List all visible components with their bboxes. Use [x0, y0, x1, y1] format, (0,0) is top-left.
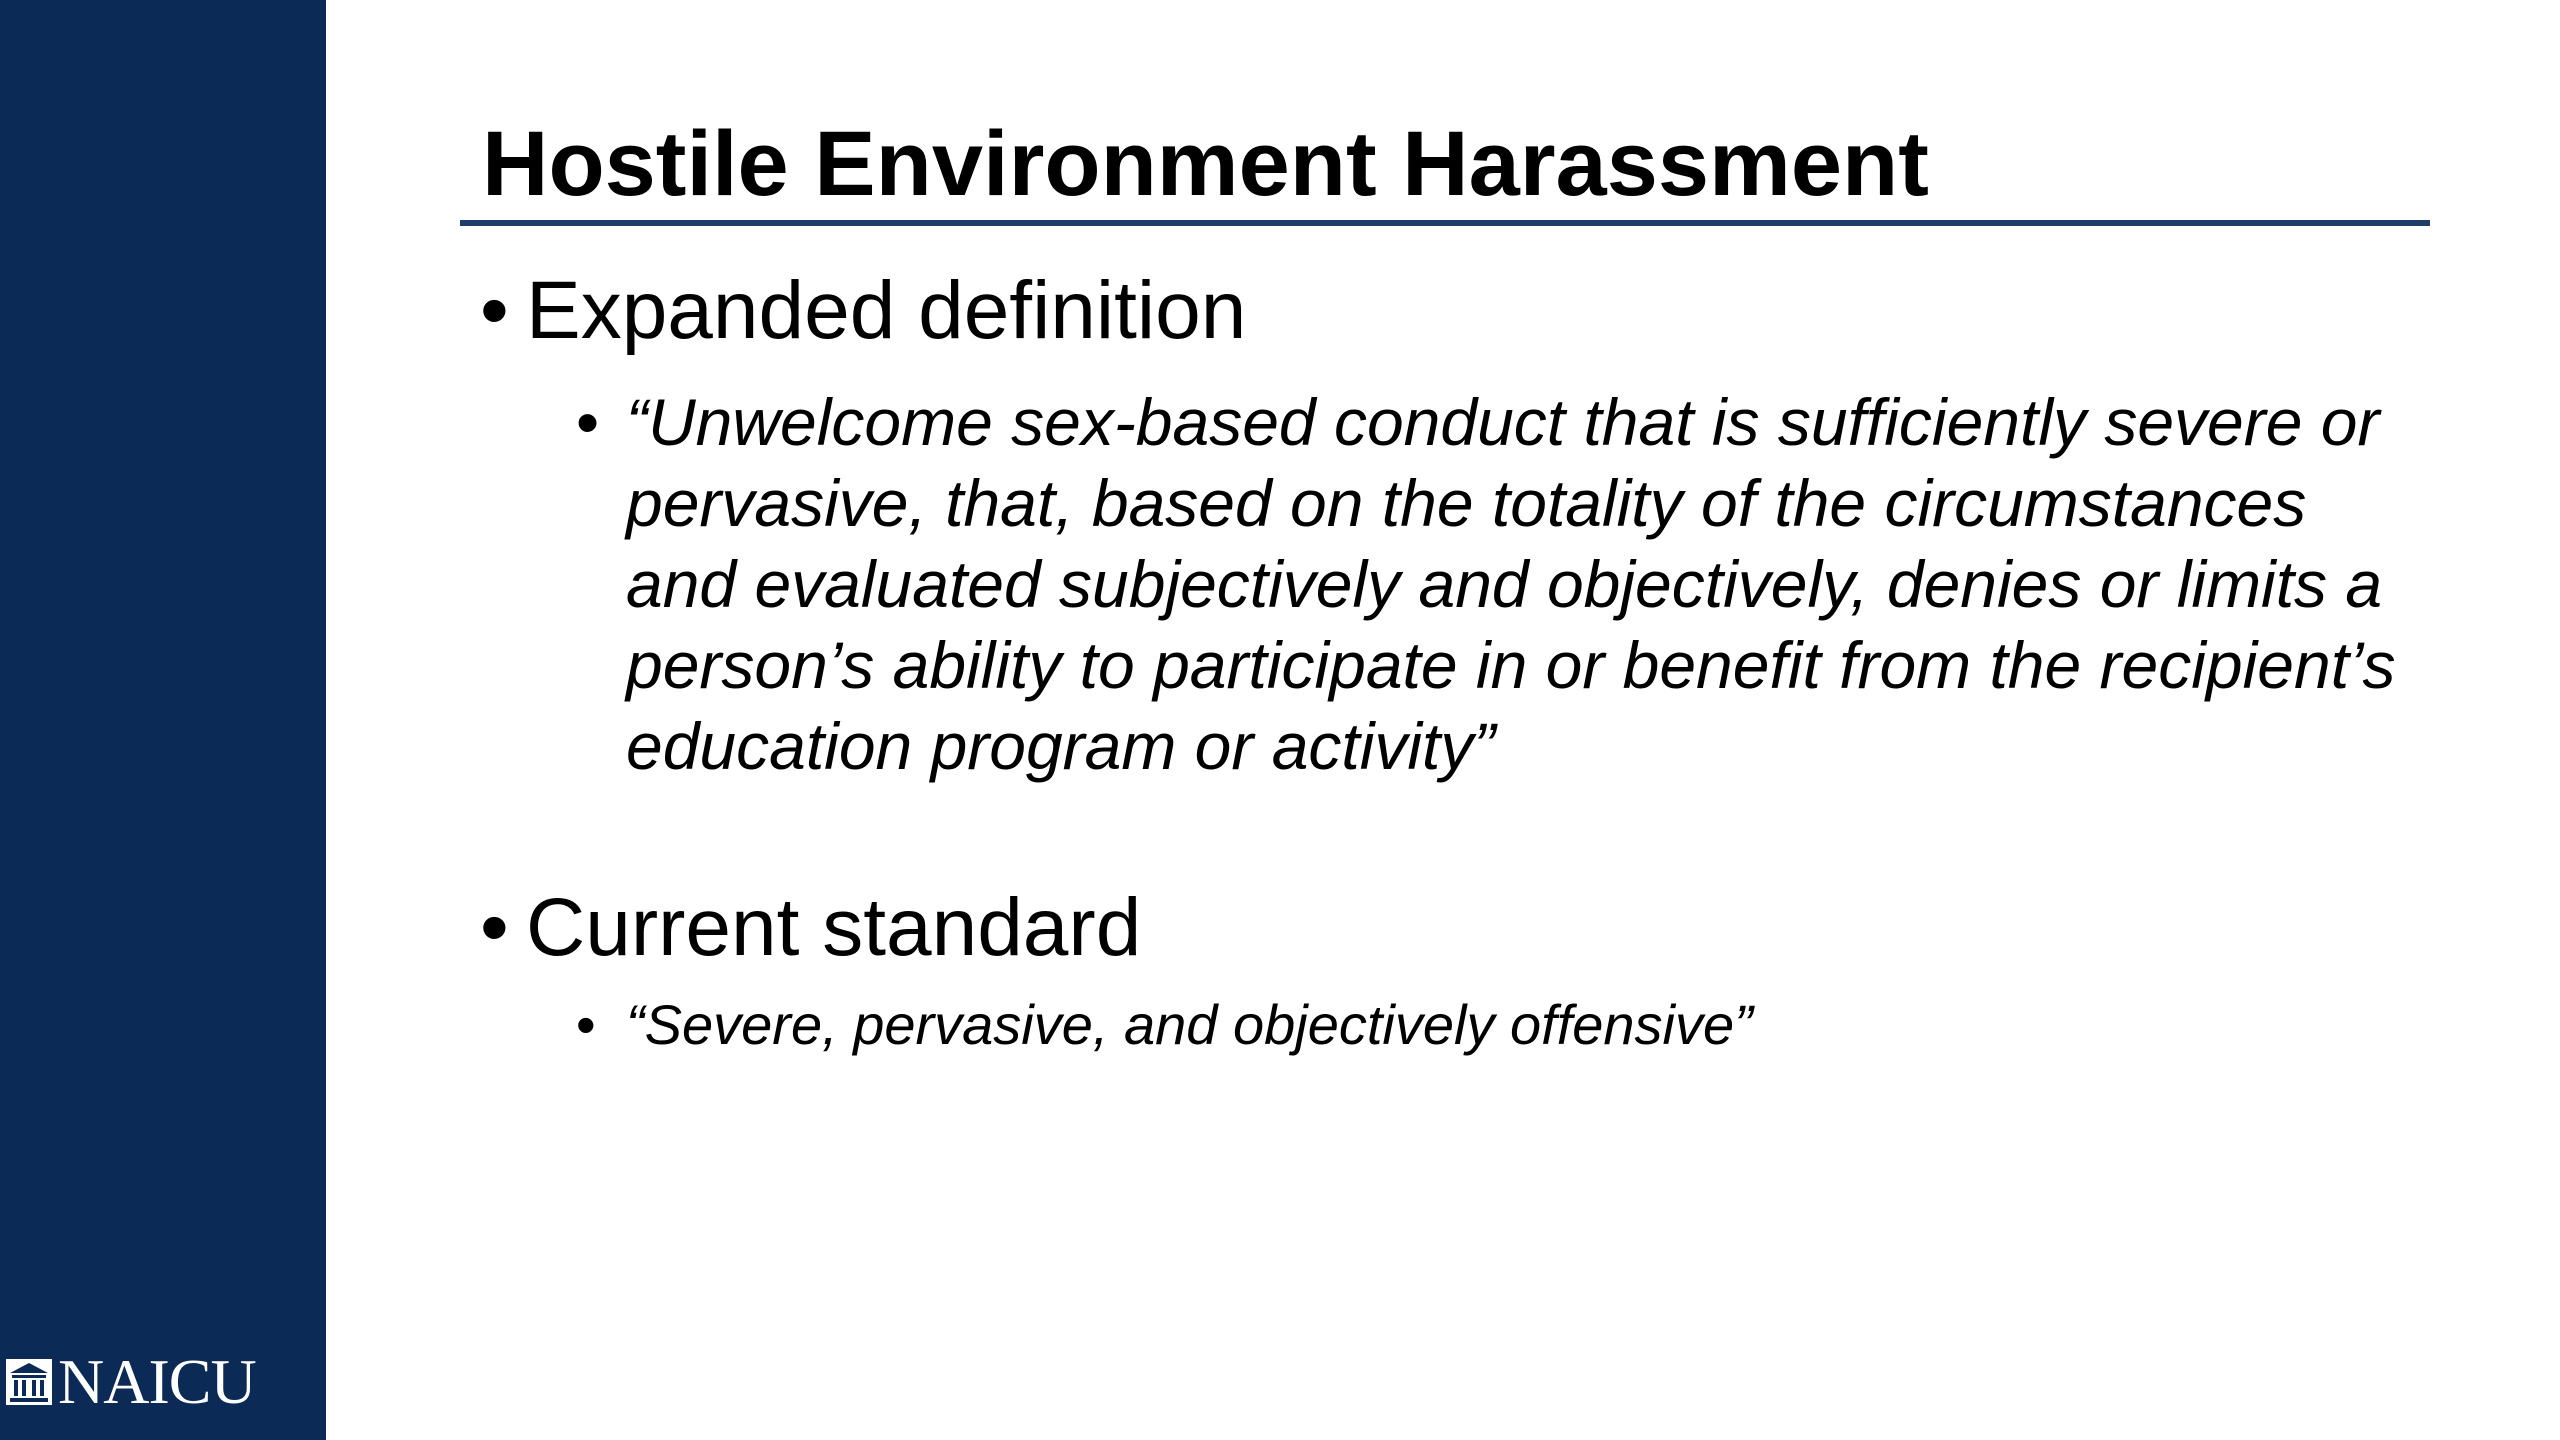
bullet-marker: •: [576, 992, 596, 1056]
bullet-current-standard: [480, 879, 2430, 977]
title-underline: [460, 220, 2430, 226]
logo-text: NAICU: [58, 1346, 256, 1417]
bullet-expanded-definition: [480, 262, 2430, 360]
bullet-heading: Current standard: [526, 882, 1142, 974]
sub-bullet-definition-quote: [576, 382, 2430, 787]
bullet-heading: Expanded definition: [526, 265, 1247, 356]
bullet-marker: •: [480, 265, 509, 356]
building-columns-icon: [6, 1359, 52, 1405]
sub-bullet-standard-quote: [576, 990, 2430, 1060]
sidebar: [0, 0, 326, 1440]
spacer: [480, 787, 2430, 879]
standard-quote: “Severe, pervasive, and objectively offensive”: [626, 992, 1753, 1056]
slide-title: Hostile Environment Harassment: [482, 113, 1929, 215]
naicu-logo: [6, 1346, 256, 1417]
definition-quote: “Unwelcome sex-based conduct that is sufficiently severe or pervasive, that, based on the totality of the circumstances and evaluated subjectively and objectively, denies or limits a person’s ability to participate in or benefit from the recipient’s education program or activity”: [626, 385, 2396, 784]
slide-content: [480, 262, 2430, 1060]
bullet-marker: •: [576, 385, 600, 460]
bullet-marker: •: [480, 882, 509, 974]
